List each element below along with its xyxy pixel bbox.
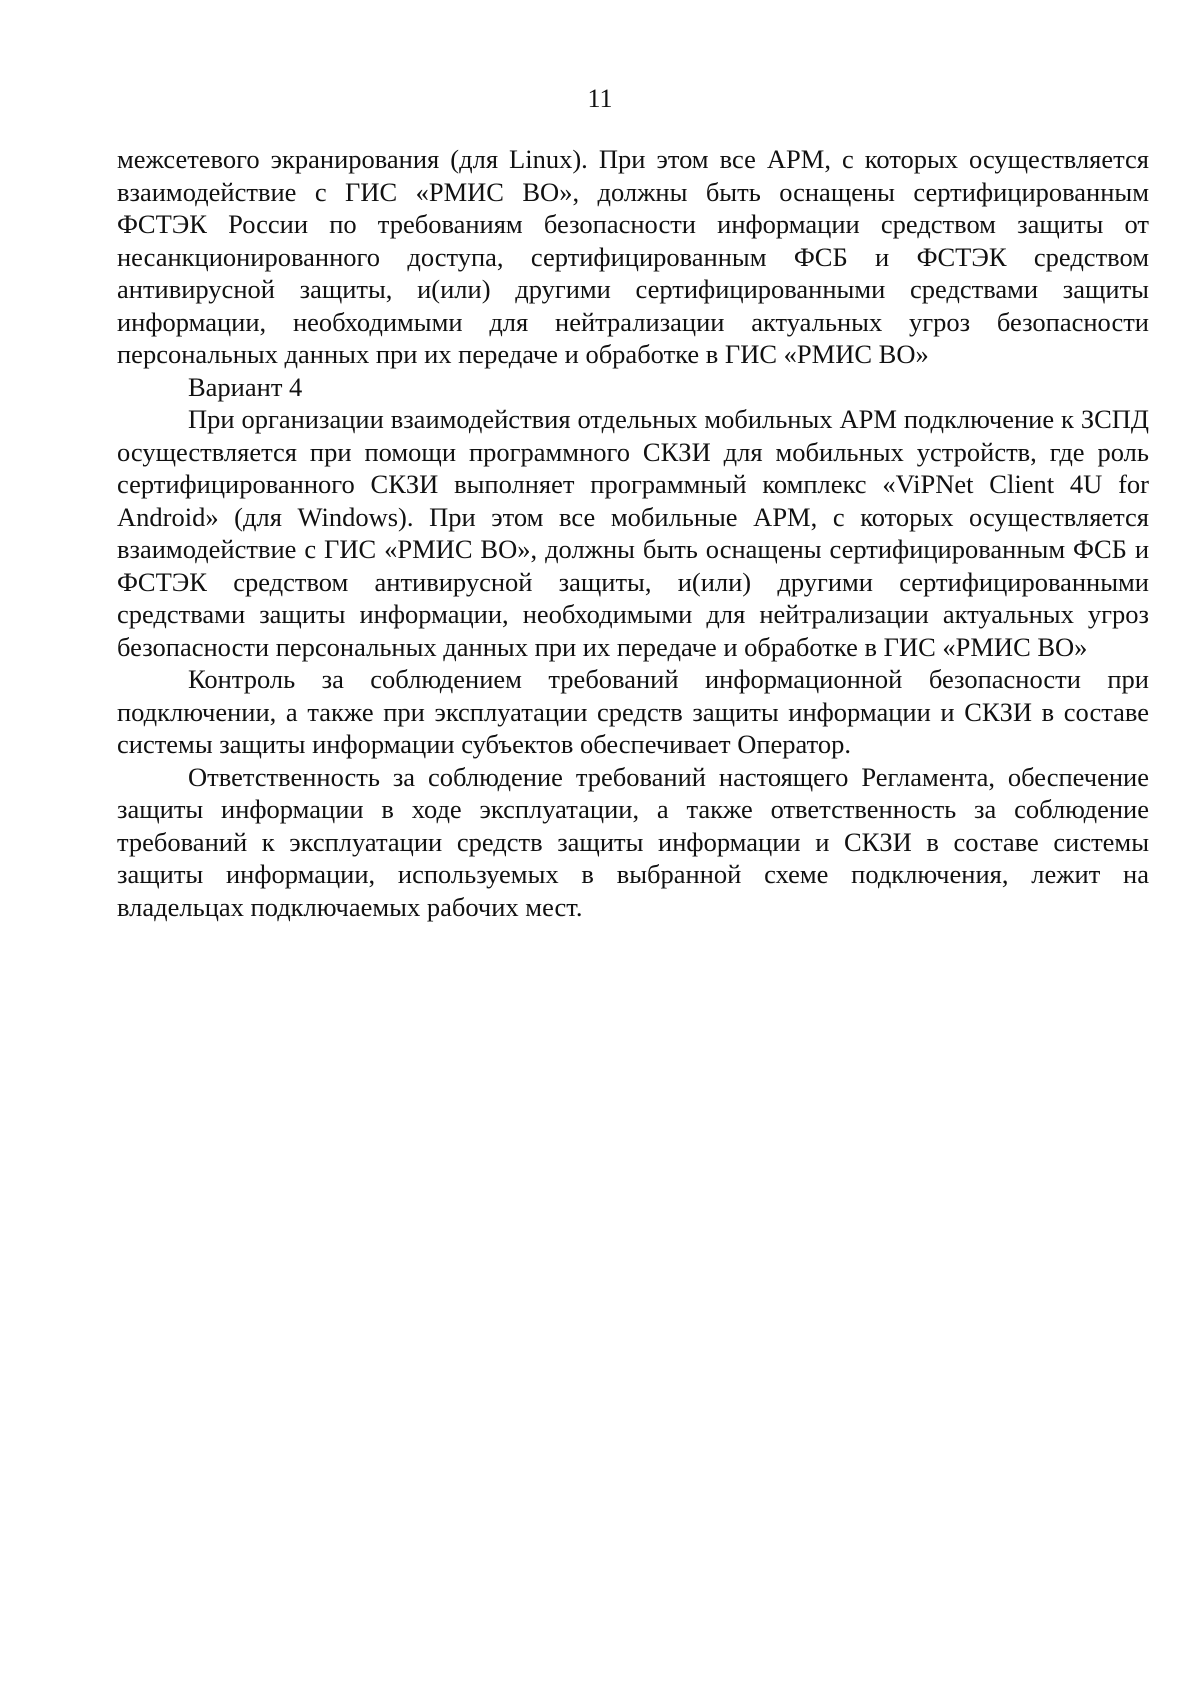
paragraph-mobile-arm: При организации взаимодействия отдельных мобильных АРМ подключение к ЗСПД осуществляется при помощи программного СКЗИ для мобильных устройств, где роль сертифицированного СКЗИ выполняет программный комплекс «ViPNet Client 4U for Android» (для Windows). При этом все мобильные АРМ, с которых осуществляется взаимодействие с ГИС «РМИС ВО», должны быть оснащены сертифицированным ФСБ и ФСТЭК средством антивирусной защиты, и(или) другими сертифицированными средствами защиты информации, необходимыми для нейтрализации актуальных угроз безопасности персональных данных при их передаче и обработке в ГИС «РМИС ВО» xyxy=(117,404,1149,662)
paragraph-control: Контроль за соблюдением требований информационной безопасности при подключении, а также при эксплуатации средств защиты информации и СКЗИ в составе системы защиты информации субъектов обеспечивает Оператор. xyxy=(117,664,1149,759)
paragraph-responsibility: Ответственность за соблюдение требований настоящего Регламента, обеспечение защиты информации в ходе эксплуатации, а также ответственность за соблюдение требований к эксплуатации средств защиты информации и СКЗИ в составе системы защиты информации, используемых в выбранной схеме подключения, лежит на владельцах подключаемых рабочих мест. xyxy=(117,761,1149,922)
document-body xyxy=(117,143,1149,923)
paragraph-continuation: межсетевого экранирования (для Linux). При этом все АРМ, с которых осуществляется взаимодействие с ГИС «РМИС ВО», должны быть оснащены сертифицированным ФСТЭК России по требованиям безопасности информации средством защиты от несанкционированного доступа, сертифицированным ФСБ и ФСТЭК средством антивирусной защиты, и(или) другими сертифицированными средствами защиты информации, необходимыми для нейтрализации актуальных угроз безопасности персональных данных при их передаче и обработке в ГИС «РМИС ВО» xyxy=(117,144,1149,369)
page-number: 11 xyxy=(587,84,613,113)
variant-heading: Вариант 4 xyxy=(188,371,303,402)
